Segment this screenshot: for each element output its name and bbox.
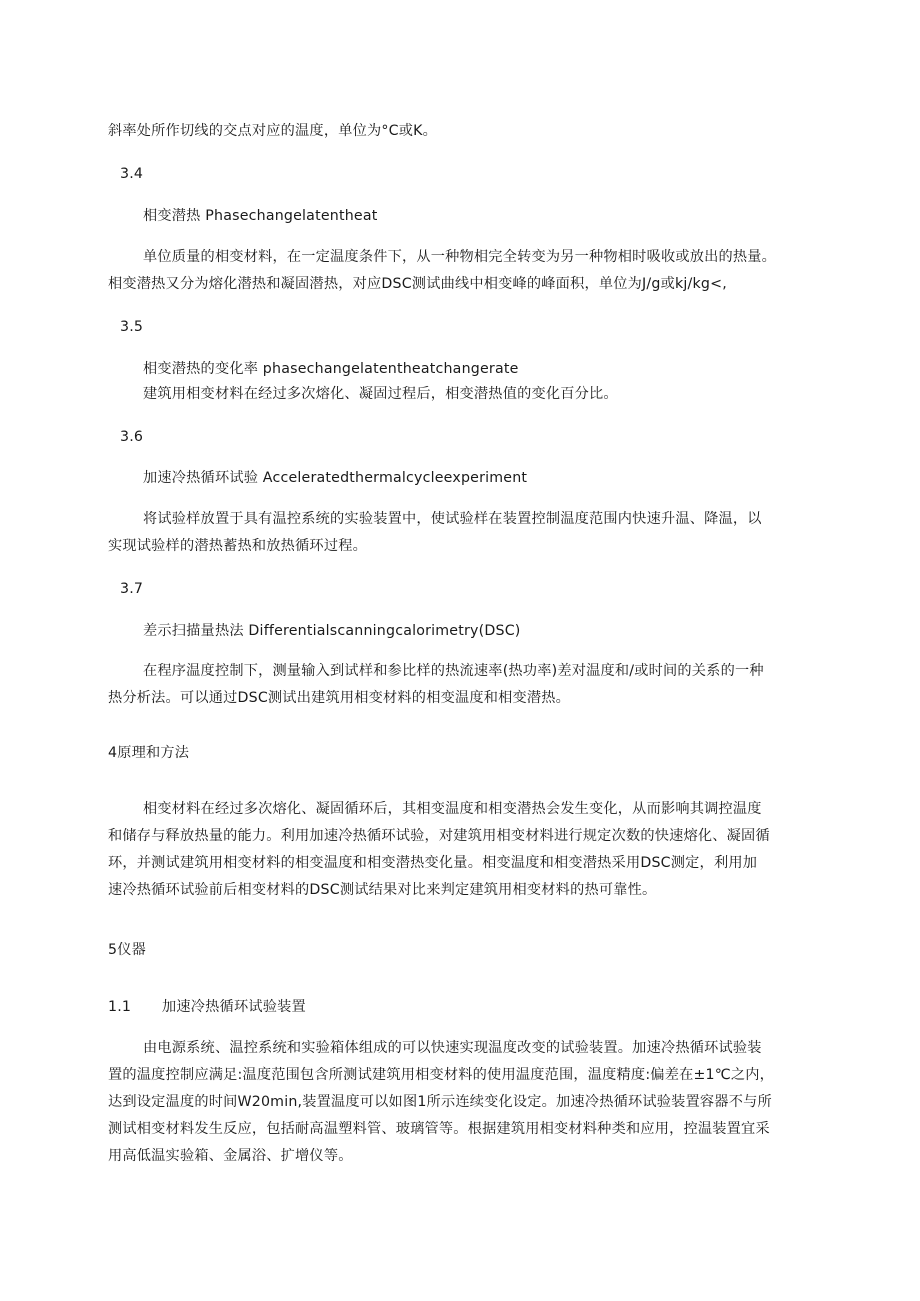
section-5-line-3: 达到设定温度的时间W20min,装置温度可以如图1所示连续变化设定。加速冷热循环试验装置容器不与所 — [108, 1094, 772, 1110]
clause-number-3-6: 3.6 — [120, 429, 144, 445]
subsection-title: 加速冷热循环试验装置 — [162, 999, 306, 1015]
definition-3-4-line-2: 相变潜热又分为熔化潜热和凝固潜热，对应DSC测试曲线中相变峰的峰面积，单位为J/g或kj/kg<, — [108, 276, 727, 292]
section-4-line-2: 和储存与释放热量的能力。利用加速冷热循环试验，对建筑用相变材料进行规定次数的快速熔化、凝固循 — [108, 828, 770, 844]
paragraph-continuation: 斜率处所作切线的交点对应的温度，单位为°C或K。 — [108, 123, 438, 139]
clause-number-3-4: 3.4 — [120, 166, 144, 182]
clause-number-3-7: 3.7 — [120, 581, 144, 597]
term-3-4: 相变潜热 Phasechangelatentheat — [143, 208, 378, 224]
section-5-line-5: 用高低温实验箱、金属浴、扩增仪等。 — [108, 1148, 353, 1164]
definition-3-7-line-2: 热分析法。可以通过DSC测试出建筑用相变材料的相变温度和相变潜热。 — [108, 690, 571, 706]
definition-3-7-line-1: 在程序温度控制下，测量输入到试样和参比样的热流速率(热功率)差对温度和/或时间的关系的一种 — [143, 663, 764, 679]
definition-3-5-line-1: 建筑用相变材料在经过多次熔化、凝固过程后，相变潜热值的变化百分比。 — [143, 386, 618, 402]
section-heading-5: 5仪器 — [108, 942, 147, 958]
section-4-line-3: 环，并测试建筑用相变材料的相变温度和相变潜热变化量。相变温度和相变潜热采用DSC测定，利用加 — [108, 855, 758, 871]
clause-number-3-5: 3.5 — [120, 319, 144, 335]
section-4-line-1: 相变材料在经过多次熔化、凝固循环后，其相变温度和相变潜热会发生变化，从而影响其调控温度 — [143, 801, 762, 817]
section-heading-4: 4原理和方法 — [108, 745, 190, 761]
section-5-line-4: 测试相变材料发生反应，包括耐高温塑料管、玻璃管等。根据建筑用相变材料种类和应用，控温装置宜采 — [108, 1121, 770, 1137]
section-4-line-4: 速冷热循环试验前后相变材料的DSC测试结果对比来判定建筑用相变材料的热可靠性。 — [108, 882, 657, 898]
section-5-line-1: 由电源系统、温控系统和实验箱体组成的可以快速实现温度改变的试验装置。加速冷热循环试验装 — [143, 1040, 762, 1056]
term-3-6: 加速冷热循环试验 Acceleratedthermalcycleexperiment — [143, 470, 528, 486]
definition-3-4-line-1: 单位质量的相变材料，在一定温度条件下，从一种物相完全转变为另一种物相时吸收或放出的热量。 — [143, 249, 777, 265]
definition-3-6-line-2: 实现试验样的潜热蓄热和放热循环过程。 — [108, 538, 367, 554]
term-3-7: 差示扫描量热法 Differentialscanningcalorimetry(DSC) — [143, 623, 521, 639]
term-3-5: 相变潜热的变化率 phasechangelatentheatchangerate — [143, 361, 519, 377]
subsection-number-1-1: 1.1 — [108, 999, 132, 1015]
definition-3-6-line-1: 将试验样放置于具有温控系统的实验装置中，使试验样在装置控制温度范围内快速升温、降温，以 — [143, 511, 762, 527]
section-5-line-2: 置的温度控制应满足:温度范围包含所测试建筑用相变材料的使用温度范围，温度精度:偏差在±1℃之内， — [108, 1067, 775, 1083]
